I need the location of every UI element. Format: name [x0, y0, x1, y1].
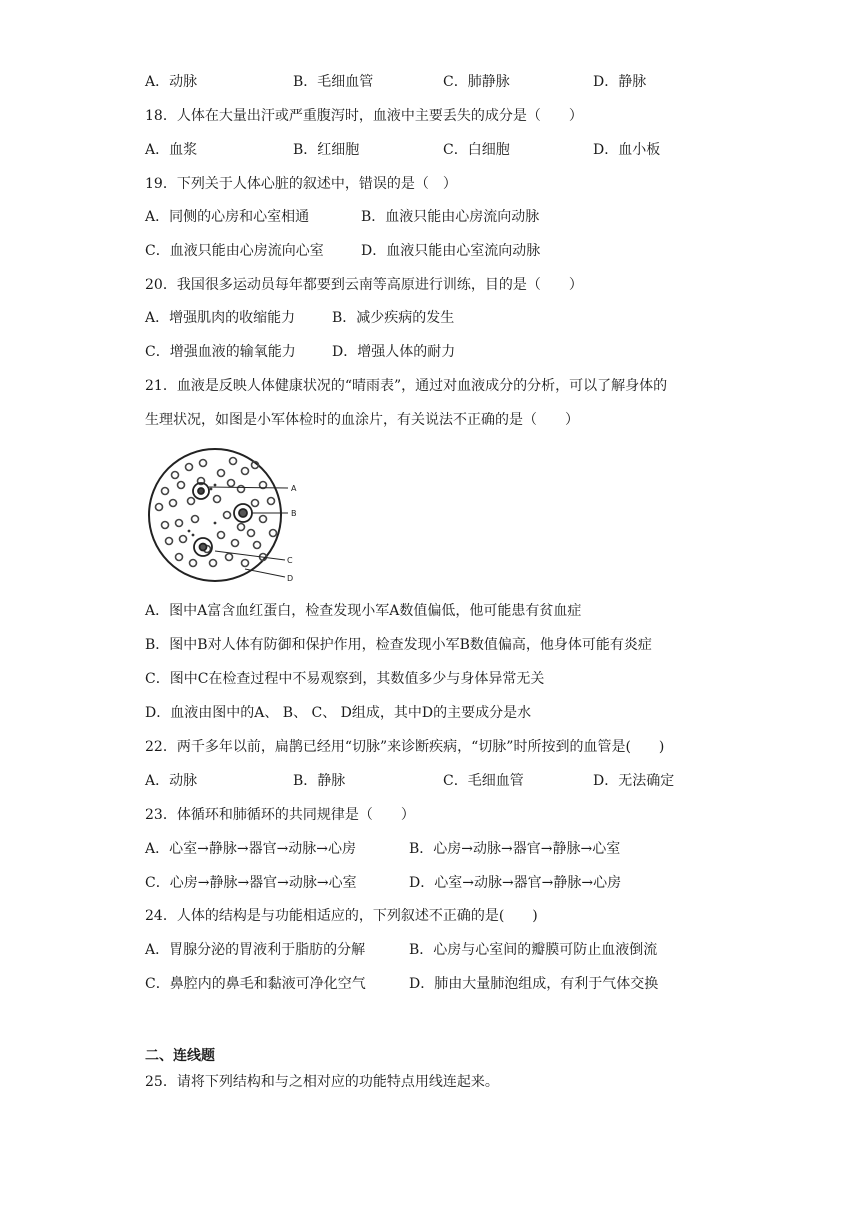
q24-stem: 24．人体的结构是与功能相适应的，下列叙述不正确的是( ) [145, 908, 538, 924]
figure-label-a: A [291, 484, 297, 493]
q20-option-a: A．增强肌肉的收缩能力 [145, 310, 296, 326]
figure-label-d: D [287, 574, 294, 583]
figure-label-c: C [287, 556, 293, 565]
q22-option-d: D．无法确定 [593, 773, 675, 789]
q23-option-b: B．心房→动脉→器官→静脉→心室 [409, 841, 621, 857]
q18-option-b: B．红细胞 [293, 142, 360, 158]
q21-stem-line2: 生理状况，如图是小军体检时的血涂片，有关说法不正确的是（ ） [145, 412, 579, 428]
q23-option-c: C．心房→静脉→器官→动脉→心室 [145, 875, 357, 891]
q21-option-b: B．图中B对人体有防御和保护作用，检查发现小军B数值偏高，他身体可能有炎症 [145, 637, 652, 653]
q24-option-c: C．鼻腔内的鼻毛和黏液可净化空气 [145, 976, 366, 992]
q22-stem: 22．两千多年以前，扁鹊已经用“切脉”来诊断疾病，“切脉”时所按到的血管是( ) [145, 739, 665, 755]
q17-option-c: C．肺静脉 [443, 74, 510, 90]
q20-option-b: B．减少疾病的发生 [332, 310, 455, 326]
q18-option-d: D．血小板 [593, 142, 661, 158]
q21-option-a: A．图中A富含血红蛋白，检查发现小军A数值偏低，他可能患有贫血症 [145, 603, 582, 619]
q18-option-c: C．白细胞 [443, 142, 510, 158]
q19-option-a: A．同侧的心房和心室相通 [145, 209, 310, 225]
q17-option-b: B．毛细血管 [293, 74, 374, 90]
q22-option-c: C．毛细血管 [443, 773, 524, 789]
q21-option-d: D．血液由图中的A、 B、 C、 D组成，其中D的主要成分是水 [145, 705, 532, 721]
q24-option-a: A．胃腺分泌的胃液利于脂肪的分解 [145, 942, 366, 958]
q19-stem: 19．下列关于人体心脏的叙述中，错误的是（ ） [145, 176, 457, 192]
q21-option-c: C．图中C在检查过程中不易观察到，其数值多少与身体异常无关 [145, 671, 545, 687]
q25-stem: 25．请将下列结构和与之相对应的功能特点用线连起来。 [145, 1074, 499, 1090]
q22-option-b: B．静脉 [293, 773, 346, 789]
blood-smear-figure [145, 445, 305, 585]
q24-option-b: B．心房与心室间的瓣膜可防止血液倒流 [409, 942, 658, 958]
q22-option-a: A．动脉 [145, 773, 198, 789]
q18-option-a: A．血浆 [145, 142, 198, 158]
q20-stem: 20．我国很多运动员每年都要到云南等高原进行训练，目的是（ ） [145, 277, 583, 293]
q21-stem-line1: 21．血液是反映人体健康状况的“晴雨表”，通过对血液成分的分析，可以了解身体的 [145, 378, 668, 394]
section-heading: 二、连线题 [145, 1048, 215, 1064]
figure-label-b: B [291, 509, 297, 518]
q19-option-d: D．血液只能由心室流向动脉 [361, 243, 541, 259]
q23-option-d: D．心室→动脉→器官→静脉→心房 [409, 875, 622, 891]
q23-stem: 23．体循环和肺循环的共同规律是（ ） [145, 807, 415, 823]
q18-stem: 18．人体在大量出汗或严重腹泻时，血液中主要丢失的成分是（ ） [145, 108, 583, 124]
q19-option-c: C．血液只能由心房流向心室 [145, 243, 324, 259]
q24-option-d: D．肺由大量肺泡组成，有利于气体交换 [409, 976, 659, 992]
q20-option-c: C．增强血液的输氧能力 [145, 344, 296, 360]
q20-option-d: D．增强人体的耐力 [332, 344, 456, 360]
q19-option-b: B．血液只能由心房流向动脉 [361, 209, 540, 225]
q17-option-a: A．动脉 [145, 74, 198, 90]
q17-option-d: D．静脉 [593, 74, 647, 90]
q23-option-a: A．心室→静脉→器官→动脉→心房 [145, 841, 357, 857]
